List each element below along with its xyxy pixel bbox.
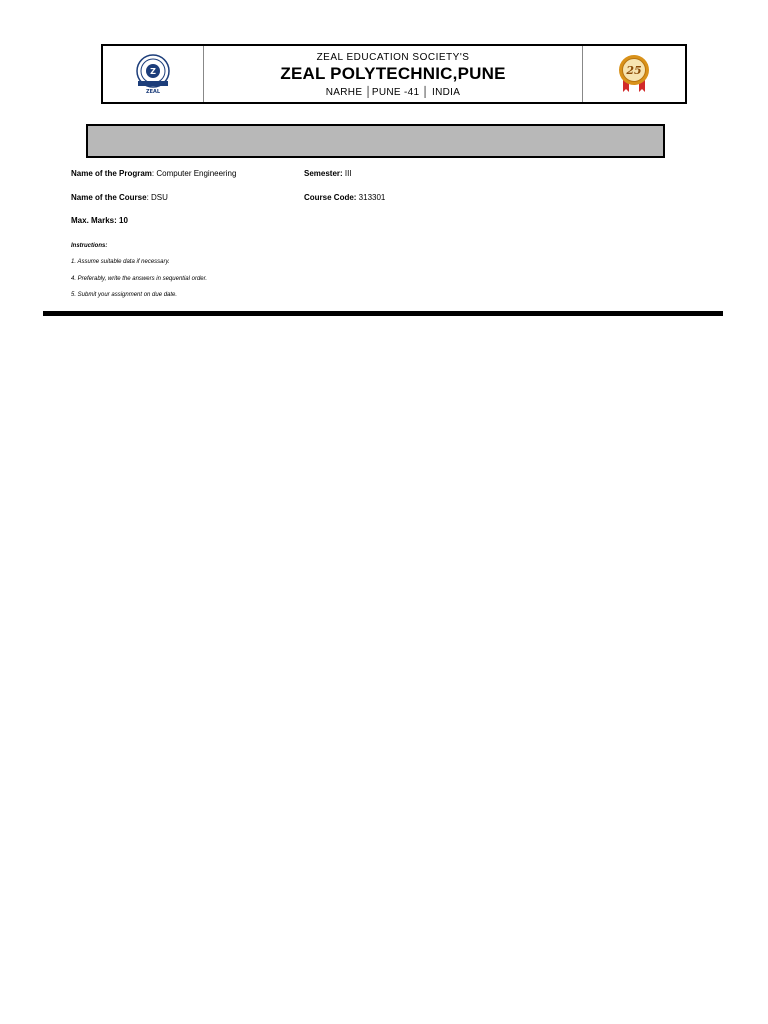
society-name: ZEAL EDUCATION SOCIETY'S <box>316 52 470 63</box>
college-header <box>101 44 687 104</box>
college-name: ZEAL POLYTECHNIC,PUNE <box>280 64 506 83</box>
anniversary-25-badge-icon <box>609 52 659 96</box>
svg-text:Z: Z <box>150 67 156 76</box>
course-value: : DSU <box>146 193 168 202</box>
max-marks-label: Max. Marks: 10 <box>71 216 128 225</box>
course-code-value: 313301 <box>356 193 386 202</box>
title-bar <box>86 124 665 158</box>
semester-label: Semester: <box>304 169 343 178</box>
right-logo-text: 25 <box>626 64 642 77</box>
left-logo-text: ZEAL <box>145 89 161 95</box>
course-field <box>71 193 168 202</box>
horizontal-divider <box>43 311 723 316</box>
program-value: : Computer Engineering <box>151 169 237 178</box>
zeal-emblem-icon <box>127 52 179 96</box>
instruction-item: 4. Preferably, write the answers in sequential order. <box>71 276 208 282</box>
max-marks-field <box>71 216 128 225</box>
header-text-cell <box>204 46 582 102</box>
program-label: Name of the Program <box>71 169 152 178</box>
left-logo-cell <box>103 46 204 102</box>
instruction-item: 1. Assume suitable data if necessary. <box>71 259 170 265</box>
course-label: Name of the Course <box>71 193 147 202</box>
instruction-item: 5. Submit your assignment on due date. <box>71 292 178 298</box>
semester-field <box>304 169 352 178</box>
college-address: NARHE │PUNE -41 │ INDIA <box>325 87 461 98</box>
course-code-field <box>304 193 385 202</box>
semester-value: III <box>342 169 352 178</box>
course-code-label: Course Code: <box>304 193 357 202</box>
instructions-title: Instructions: <box>71 243 108 249</box>
program-field <box>71 169 236 178</box>
right-logo-cell <box>582 46 685 102</box>
